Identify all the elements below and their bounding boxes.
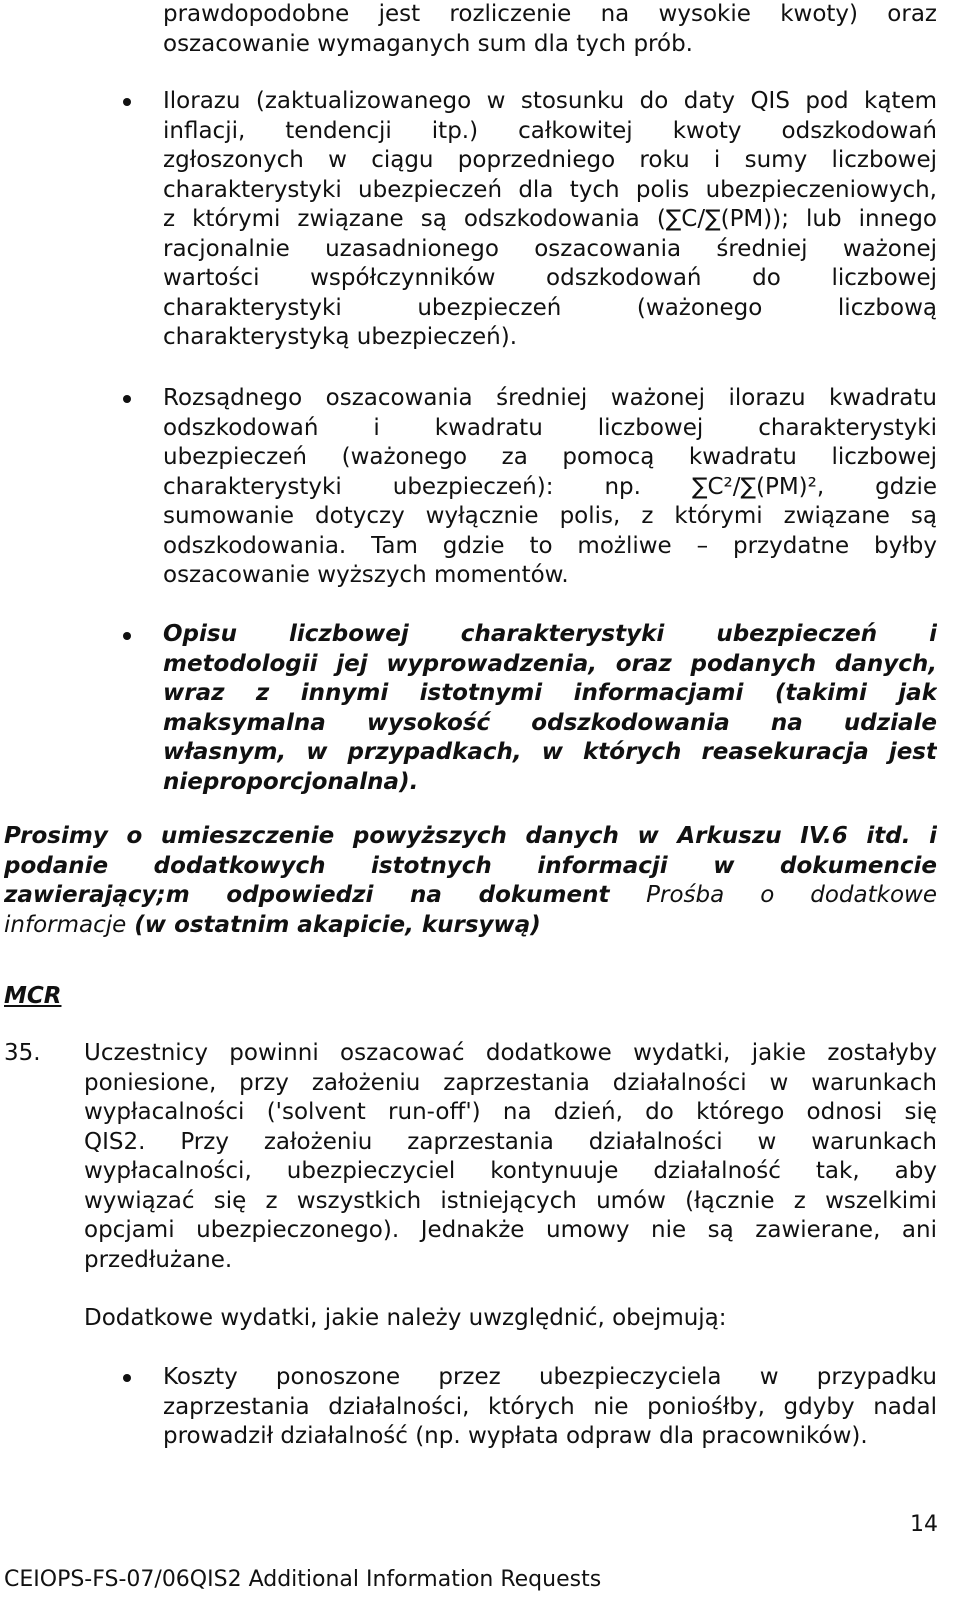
text-line: QIS2. Przy założeniu zaprzestania działalności w warunkach [84,1128,937,1155]
bullet-item-ratio [163,87,937,353]
text-line: charakterystyki ubezpieczeń dla tych polis ubezpieczeniowych, [163,176,937,203]
item-paragraph [84,1039,937,1275]
text-line: odszkodowania. Tam gdzie to możliwe – przydatne byłby [163,532,937,559]
bullet-dot [123,395,131,403]
text-line: charakterystyki ubezpieczeń): np. ∑C²/∑(PM)², gdzie [163,473,937,500]
request-note: (w ostatnim akapicie, kursywą) [134,911,541,938]
text-line: prawdopodobne jest rozliczenie na wysokie kwoty) oraz [163,1,937,27]
text-line: wypłacalności, ubezpieczyciel kontynuuje działalność tak, aby [84,1158,937,1184]
text-line: prowadził działalność (np. wypłata odpraw dla pracowników). [163,1423,868,1449]
request-bold-text: zawierający;m odpowiedzi na dokument [4,882,610,908]
text-line: odszkodowań i kwadratu liczbowej charakterystyki [163,414,937,441]
item-number: 35. [4,1040,41,1066]
text-line: wypłacalności ('solvent run-off') na dzień, do którego odnosi się [84,1099,937,1125]
bullet-dot [123,632,131,640]
text-line: Uczestnicy powinni oszacować dodatkowe wydatki, jakie zostałyby [84,1040,937,1066]
bullet-dot [123,1374,131,1382]
text-line: zaprzestania działalności, których nie poniośłby, gdyby nadal [163,1393,937,1420]
text-line: oszacowanie wyższych momentów. [163,562,569,588]
text-line: Rozsądnego oszacowania średniej ważonej ilorazu kwadratu [163,385,937,411]
bullet-item-description [163,620,937,797]
text-line: wartości współczynników odszkodowań do liczbowej [163,265,937,291]
document-title-italic: Prośba o dodatkowe [646,882,937,908]
item-subheading [84,1304,937,1334]
text-line: Ilorazu (zaktualizowanego w stosunku do daty QIS pod kątem [163,88,937,114]
text-line: wraz z innymi istotnymi informacjami (takimi jak [163,680,937,706]
text-line: oszacowanie wymaganych sum dla tych prób. [163,30,693,57]
text-line: Opisu liczbowej charakterystyki ubezpieczeń i [163,621,937,647]
bullet-item-weighted-ratio [163,384,937,591]
text-line: Koszty ponoszone przez ubezpieczyciela w przypadku [163,1364,937,1390]
page-number: 14 [910,1512,938,1537]
text-line: racjonalnie uzasadnionego oszacowania średniej ważonej [163,235,937,262]
request-paragraph [4,822,937,940]
text-line: inflacji, tendencji itp.) całkowitej kwoty odszkodowań [163,117,937,144]
text-line: zgłoszonych w ciągu poprzedniego roku i sumy liczbowej [163,147,937,173]
text-line: przedłużane. [84,1246,233,1273]
text-line: poniesione, przy założeniu zaprzestania działalności w warunkach [84,1069,937,1096]
text-line: wywiązać się z wszystkich istniejących umów (łącznie z wszelkimi [84,1187,937,1214]
text-line: Dodatkowe wydatki, jakie należy uwzględnić, obejmują: [84,1305,727,1331]
text-line: metodologii jej wyprowadzenia, oraz podanych danych, [163,650,937,677]
text-line: własnym, w przypadkach, w których reasekuracja jest [163,739,937,765]
text-line: nieproporcjonalna). [163,768,419,795]
text-line: charakterystyki ubezpieczeń (ważonego liczbową [163,294,937,321]
text-line: maksymalna wysokość odszkodowania na udziale [163,709,937,736]
bullet-dot [123,98,131,106]
continued-paragraph [163,0,937,59]
text-line: charakterystyką ubezpieczeń). [163,324,518,350]
section-heading: MCR [4,983,62,1009]
page-footer: CEIOPS-FS-07/06QIS2 Additional Information Requests [4,1567,602,1592]
text-line [4,911,937,941]
text-line: ubezpieczeń (ważonego za pomocą kwadratu liczbowej [163,444,937,470]
text-line: opcjami ubezpieczonego). Jednakże umowy nie są zawierane, ani [84,1217,937,1243]
text-line: z którymi związane są odszkodowania (∑C/∑(PM)); lub innego [163,206,937,232]
text-line [4,881,937,911]
bullet-item-costs [163,1363,937,1452]
document-title-italic: informacje [4,911,127,938]
text-line: podanie dodatkowych istotnych informacji w dokumencie [4,852,937,879]
text-line: Prosimy o umieszczenie powyższych danych w Arkuszu IV.6 itd. i [4,823,937,849]
text-line: sumowanie dotyczy wyłącznie polis, z którymi związane są [163,503,937,529]
